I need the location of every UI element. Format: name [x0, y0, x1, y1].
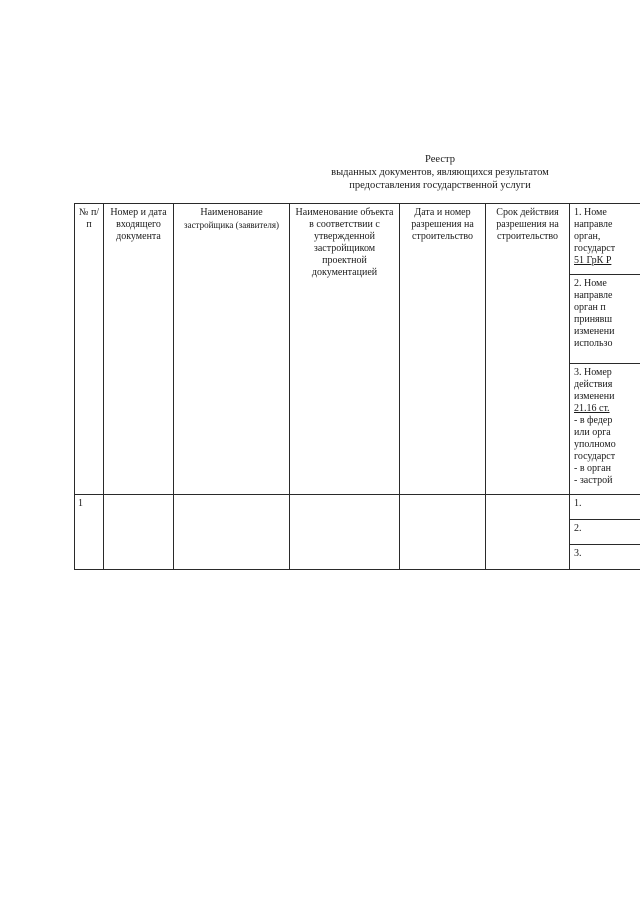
note-2-line: 2. Номе — [574, 278, 607, 289]
note-3-line: - застрой — [574, 475, 613, 486]
note-1-line: направле — [574, 219, 613, 230]
header-number: № п/п — [75, 204, 104, 495]
note-3-line: действия — [574, 379, 613, 390]
note-2-line: использо — [574, 338, 613, 349]
note-1-link: 51 ГрК Р — [574, 255, 612, 266]
note-3-line: государст — [574, 451, 616, 462]
table-row — [75, 495, 640, 520]
header-developer — [174, 204, 290, 495]
note-3-line: - в орган — [574, 463, 611, 474]
note-3-line: - в федер — [574, 415, 613, 426]
header-note-1 — [570, 204, 640, 275]
header-permit-date-number: Дата и номер разрешения на строительство — [400, 204, 486, 495]
registry-table-area — [74, 203, 640, 583]
note-3-link: 21.16 ст. — [574, 403, 610, 414]
note-1-line: орган, — [574, 231, 601, 242]
note-1-line: государст — [574, 243, 616, 254]
row-1-term-cell — [486, 495, 570, 570]
header-object-name: Наименование объекта в соответствии с утвержденной застройщиком проектной документацией — [290, 204, 400, 495]
note-2-line: направле — [574, 290, 613, 301]
header-note-2 — [570, 275, 640, 364]
row-1-permit-cell — [400, 495, 486, 570]
note-2-line: изменени — [574, 326, 615, 337]
note-3-line: уполномо — [574, 439, 616, 450]
note-1-line: 1. Номе — [574, 207, 607, 218]
row-1-sub-3: 3. — [570, 545, 640, 570]
note-3-line: изменени — [574, 391, 615, 402]
row-1-number: 1 — [75, 495, 104, 570]
note-2-line: принявш — [574, 314, 613, 325]
title-line-3: предоставления государственной услуги — [349, 180, 531, 191]
row-1-sub-1: 1. — [570, 495, 640, 520]
table-header-row — [75, 204, 640, 275]
registry-title-block — [300, 153, 580, 192]
row-1-sub-2: 2. — [570, 520, 640, 545]
note-2-line: орган п — [574, 302, 606, 313]
registry-table — [74, 203, 640, 570]
header-developer-title: Наименование — [200, 207, 263, 218]
row-1-developer-cell — [174, 495, 290, 570]
title-line-1: Реестр — [425, 154, 455, 165]
header-incoming-document: Номер и дата входящего документа — [104, 204, 174, 495]
note-3-line: или орга — [574, 427, 611, 438]
header-note-3 — [570, 364, 640, 495]
header-developer-sub: застройщика (заявителя) — [184, 220, 279, 230]
note-3-line: 3. Номер — [574, 367, 612, 378]
header-permit-term: Срок действия разрешения на строительство — [486, 204, 570, 495]
title-line-2: выданных документов, являющихся результатом — [331, 167, 549, 178]
row-1-object-cell — [290, 495, 400, 570]
row-1-incoming-cell — [104, 495, 174, 570]
